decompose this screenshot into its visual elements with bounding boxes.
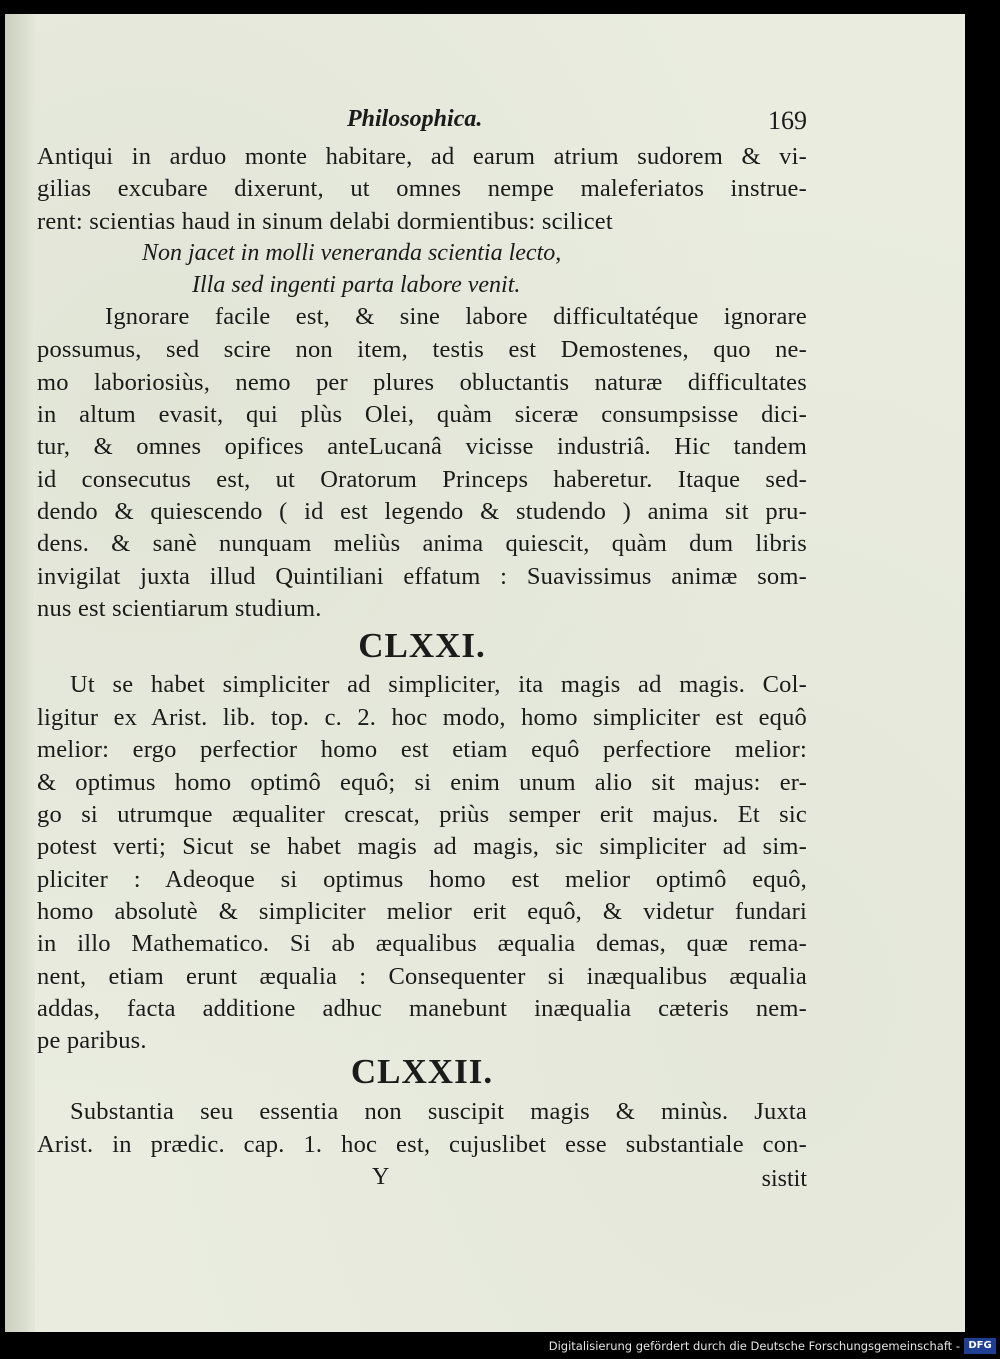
text-line: nent, etiam erunt æqualia : Consequenter si inæqualibus æqualia xyxy=(37,963,807,990)
text-line: dendo & quiescendo ( id est legendo & studendo ) anima sit pru- xyxy=(37,498,807,525)
text-line: Arist. in prædic. cap. 1. hoc est, cujuslibet esse substantiale con- xyxy=(37,1131,807,1158)
text-line: nus est scientiarum studium. xyxy=(37,595,322,622)
text-line: possumus, sed scire non item, testis est Demostenes, quo ne- xyxy=(37,336,807,363)
text-line: Antiqui in arduo monte habitare, ad earum atrium sudorem & vi- xyxy=(37,143,807,170)
text-line: in altum evasit, qui plùs Olei, quàm siceræ consumpsisse dici- xyxy=(37,401,807,428)
dfg-logo: DFG xyxy=(964,1338,996,1354)
text-line: id consecutus est, ut Oratorum Princeps haberetur. Itaque sed- xyxy=(37,466,807,493)
section-heading: CLXXII. xyxy=(350,1052,494,1091)
text-line: in illo Mathematico. Si ab æqualibus æqualia demas, quæ rema- xyxy=(37,930,807,957)
page-gutter-shadow xyxy=(5,14,35,1332)
running-head xyxy=(37,106,807,140)
text-line: go si utrumque æqualiter crescat, priùs semper erit majus. Et sic xyxy=(37,801,807,828)
proposition-line: Substantia seu essentia non suscipit magis & minùs. Juxta xyxy=(70,1098,807,1125)
book-page xyxy=(5,14,965,1332)
text-line: melior: ergo perfectior homo est etiam equô perfectiore melior: xyxy=(37,736,807,763)
text-line: dens. & sanè nunquam meliùs anima quiescit, quàm dum libris xyxy=(37,530,807,557)
catchword: sistit xyxy=(761,1166,807,1192)
verse-line: Non jacet in molli veneranda scientia lecto, xyxy=(142,240,562,266)
footer-bar xyxy=(0,1336,1000,1359)
text-line: tur, & omnes opifices anteLucanâ vicisse industriâ. Hic tandem xyxy=(37,433,807,460)
text-line: mo laboriosiùs, nemo per plures obluctantis naturæ difficultates xyxy=(37,369,807,396)
page-number: 169 xyxy=(768,106,807,135)
text-line: rent: scientias haud in sinum delabi dormientibus: scilicet xyxy=(37,208,613,235)
running-title: Philosophica. xyxy=(347,106,483,132)
text-line: & optimus homo optimô equô; si enim unum alio sit majus: er- xyxy=(37,769,807,796)
text-line: invigilat juxta illud Quintiliani effatum : Suavissimus animæ som- xyxy=(37,563,807,590)
text-line: potest verti; Sicut se habet magis ad magis, sic simpliciter ad sim- xyxy=(37,833,807,860)
verse-line: Illa sed ingenti parta labore venit. xyxy=(192,272,521,298)
signature-mark: Y xyxy=(372,1164,390,1190)
section-heading: CLXXI. xyxy=(358,626,486,665)
digitization-credit: Digitalisierung gefördert durch die Deutsche Forschungsgemeinschaft - xyxy=(548,1339,960,1353)
paragraph-first-line: Ignorare facile est, & sine labore difficultatéque ignorare xyxy=(105,303,807,330)
text-line: pliciter : Adeoque si optimus homo est melior optimô equô, xyxy=(37,866,807,893)
proposition-line: Ut se habet simpliciter ad simpliciter, ita magis ad magis. Col- xyxy=(70,671,807,698)
text-line: pe paribus. xyxy=(37,1027,147,1054)
text-line: addas, facta additione adhuc manebunt inæqualia cæteris nem- xyxy=(37,995,807,1022)
text-line: ligitur ex Arist. lib. top. c. 2. hoc modo, homo simpliciter est equô xyxy=(37,704,807,731)
text-line: homo absolutè & simpliciter melior erit equô, & videtur fundari xyxy=(37,898,807,925)
text-line: gilias excubare dixerunt, ut omnes nempe maleferiatos instrue- xyxy=(37,175,807,202)
